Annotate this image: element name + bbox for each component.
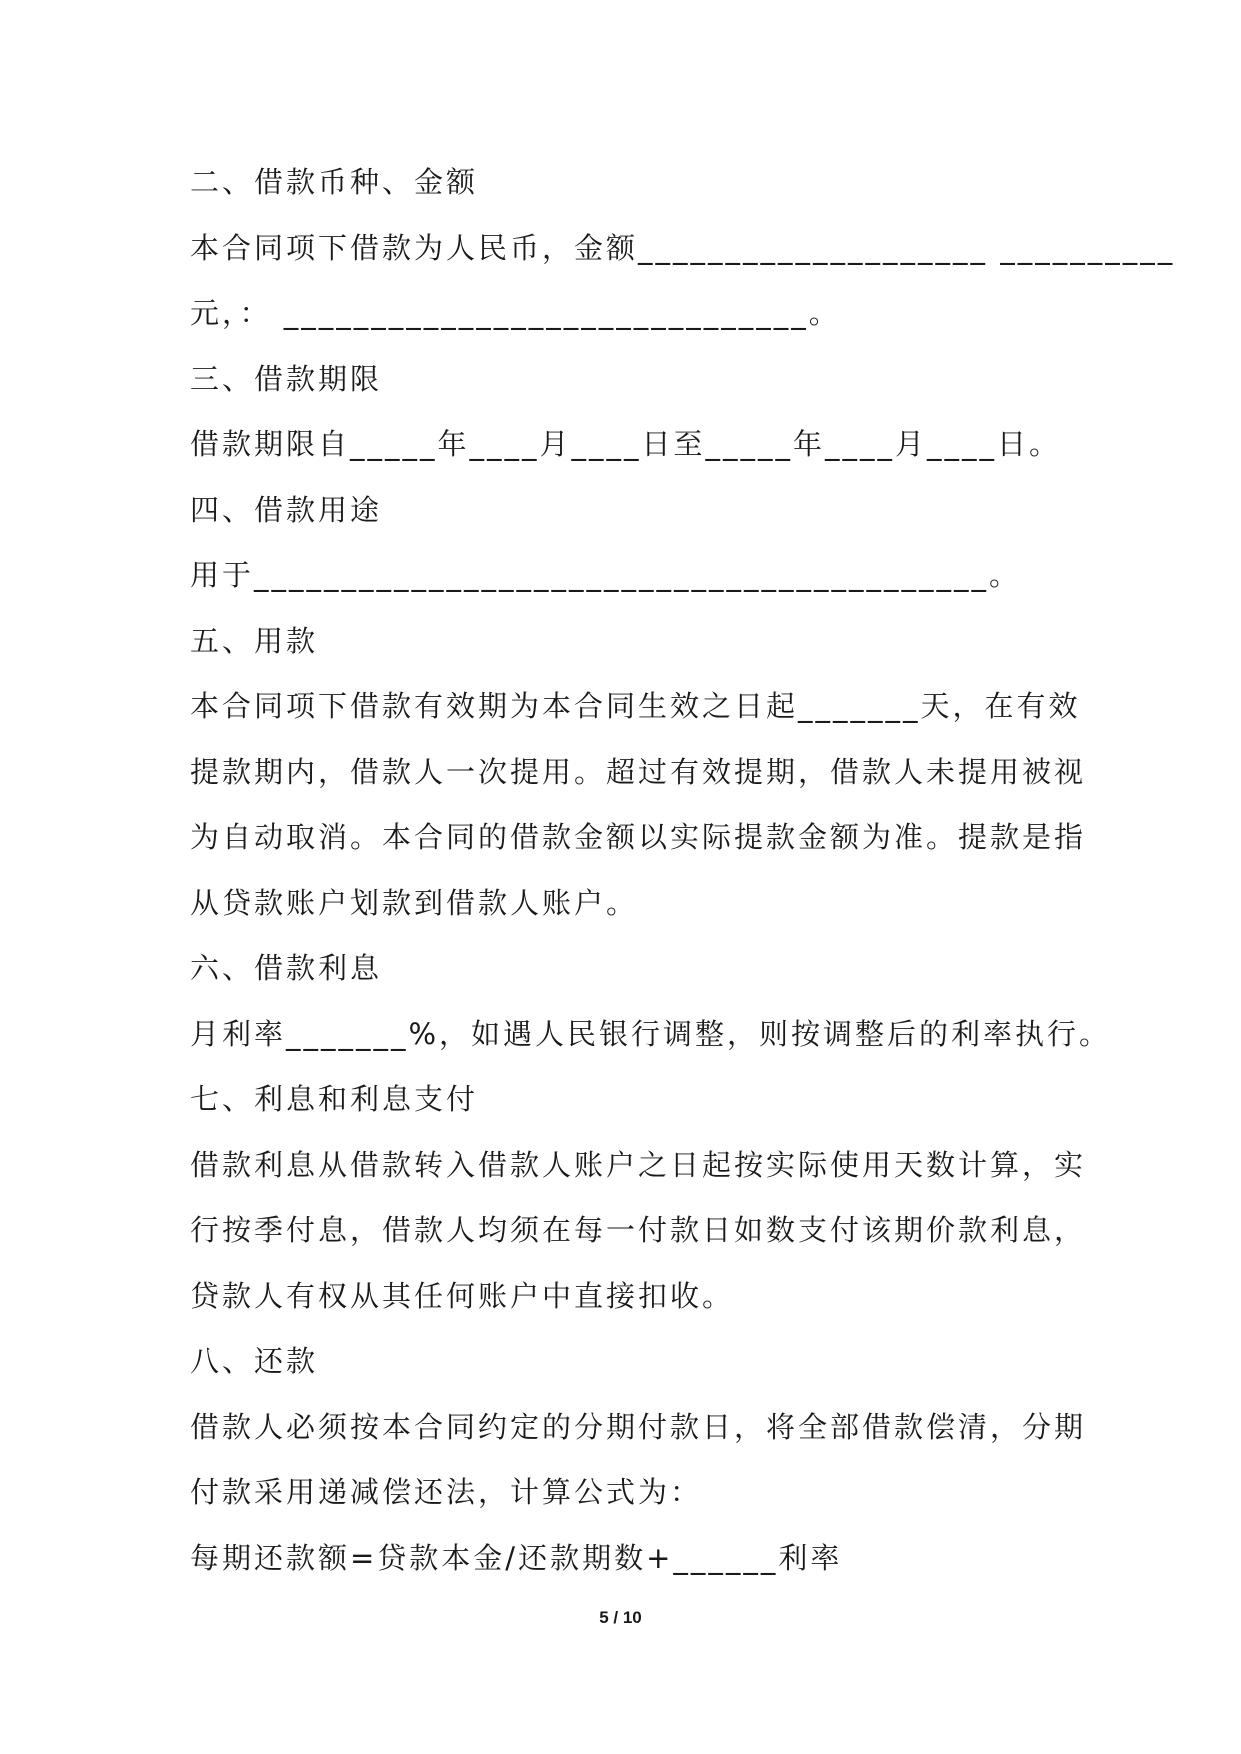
paragraph-line: 借款期限自_____年____月____日至_____年____月____日。 [190,427,1062,461]
paragraph-line: 提款期内，借款人一次提用。超过有效提期，借款人未提用被视 [190,754,1087,789]
paragraph-line: 从贷款账户划款到借款人账户。 [190,885,639,920]
paragraph-line: 行按季付息，借款人均须在每一付款日如数支付该期价款利息， [190,1213,1087,1247]
section-heading-interest: 六、借款利息 [190,951,383,985]
formula-line: 每期还款额=贷款本金/还款期数+______利率 [190,1540,843,1575]
section-heading-loan-purpose: 四、借款用途 [190,492,383,527]
paragraph-line: 月利率_______%，如遇人民银行调整，则按调整后的利率执行。 [190,1016,1112,1051]
paragraph-line: 贷款人有权从其任何账户中直接扣收。 [190,1278,735,1313]
paragraph-line: 用于__________________________________________。 [190,558,1022,592]
section-heading-interest-payment: 七、利息和利息支付 [190,1082,479,1116]
paragraph-line: 付款采用递减偿还法，计算公式为： [190,1475,703,1509]
section-heading-currency-amount: 二、借款币种、金额 [190,165,479,199]
page-number: 5 / 10 [599,1608,642,1627]
paragraph-line: 借款人必须按本合同约定的分期付款日，将全部借款偿清，分期 [190,1409,1087,1444]
paragraph-line: 本合同项下借款有效期为本合同生效之日起_______天，在有效 [190,689,1081,723]
paragraph-line: 元，： ______________________________。 [190,296,841,330]
paragraph-line: 为自动取消。本合同的借款金额以实际提款金额为准。提款是指 [190,820,1087,854]
paragraph-line: 本合同项下借款为人民币，金额____________________ __________ [190,230,1176,265]
section-heading-drawdown: 五、用款 [190,623,319,658]
section-heading-repayment: 八、还款 [190,1344,319,1378]
section-heading-loan-term: 三、借款期限 [190,361,383,396]
paragraph-line: 借款利息从借款转入借款人账户之日起按实际使用天数计算，实 [190,1147,1087,1182]
contract-body [190,150,1176,1591]
